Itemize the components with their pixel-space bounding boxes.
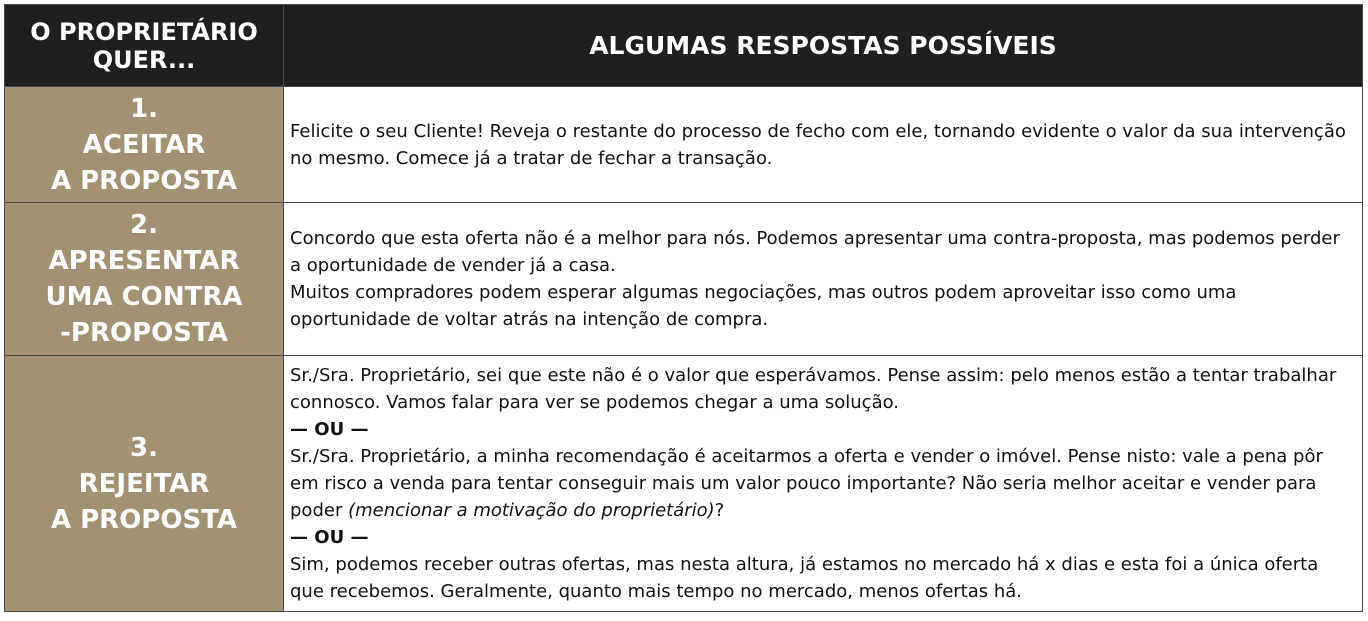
option-number: 2. [130,210,158,240]
or-separator: — OU — [290,419,369,440]
option-accept [5,87,284,203]
header-owner-wants [5,5,284,87]
option-label-line: APRESENTAR [48,246,240,276]
table-row-reject [5,356,1363,612]
answer-paragraph: Sr./Sra. Proprietário, sei que este não é o valor que esperávamos. Pense assim: pelo menos estão a tentar trabalhar connosco. Vamos falar para ver se podemos chegar a uma solução. [290,365,1337,413]
answer-reject [284,356,1363,612]
answer-text: Sr./Sra. Proprietário, a minha recomendação é aceitarmos a oferta e vender o imóvel. Pense nisto: vale a pena pôr em risco a venda para tentar conseguir mais um valor pouco importante? Não seria melhor aceitar e vender para poder [290,446,1323,521]
header-row [5,5,1363,87]
option-label-line: REJEITAR [78,468,210,499]
answer-accept [284,87,1363,203]
option-counter-proposal [5,203,284,356]
table-row-accept [5,87,1363,203]
responses-table [4,4,1363,612]
answer-text-end: ? [714,500,725,521]
answer-paragraph: Muitos compradores podem esperar algumas negociações, mas outros podem aproveitar isso como uma oportunidade de voltar atrás na intenção de compra. [290,282,1237,330]
option-label-line: A PROPOSTA [50,165,238,196]
option-label-line: ACEITAR [82,129,206,160]
option-number: 3. [130,432,158,463]
answer-paragraph: Sim, podemos receber outras ofertas, mas nesta altura, já estamos no mercado há x dias e esta foi a única oferta que recebemos. Geralmente, quanto mais tempo no mercado, menos ofertas há. [290,554,1319,602]
answer-counter-proposal [284,203,1363,356]
option-label-line: -PROPOSTA [60,318,228,348]
option-reject [5,356,284,612]
header-possible-answers: ALGUMAS RESPOSTAS POSSÍVEIS [284,5,1363,87]
answer-paragraph: Felicite o seu Cliente! Reveja o restante do processo de fecho com ele, tornando evidente o valor da sua intervenção no mesmo. Comece já a tratar de fechar a transação. [290,120,1346,169]
answer-paragraph [290,443,1354,524]
table-row-counter-proposal [5,203,1363,356]
option-label-line: A PROPOSTA [50,504,238,535]
option-label-line: UMA CONTRA [45,282,243,312]
answer-paragraph: Concordo que esta oferta não é a melhor para nós. Podemos apresentar uma contra-proposta, mas podemos perder a oportunidade de vender já a casa. [290,228,1340,276]
or-separator: — OU — [290,527,369,548]
option-number: 1. [130,93,158,124]
answer-italic-note: (mencionar a motivação do proprietário) [348,500,715,521]
header-left-line-1: O PROPRIETÁRIO [30,17,258,46]
header-left-line-2: QUER... [92,45,196,74]
